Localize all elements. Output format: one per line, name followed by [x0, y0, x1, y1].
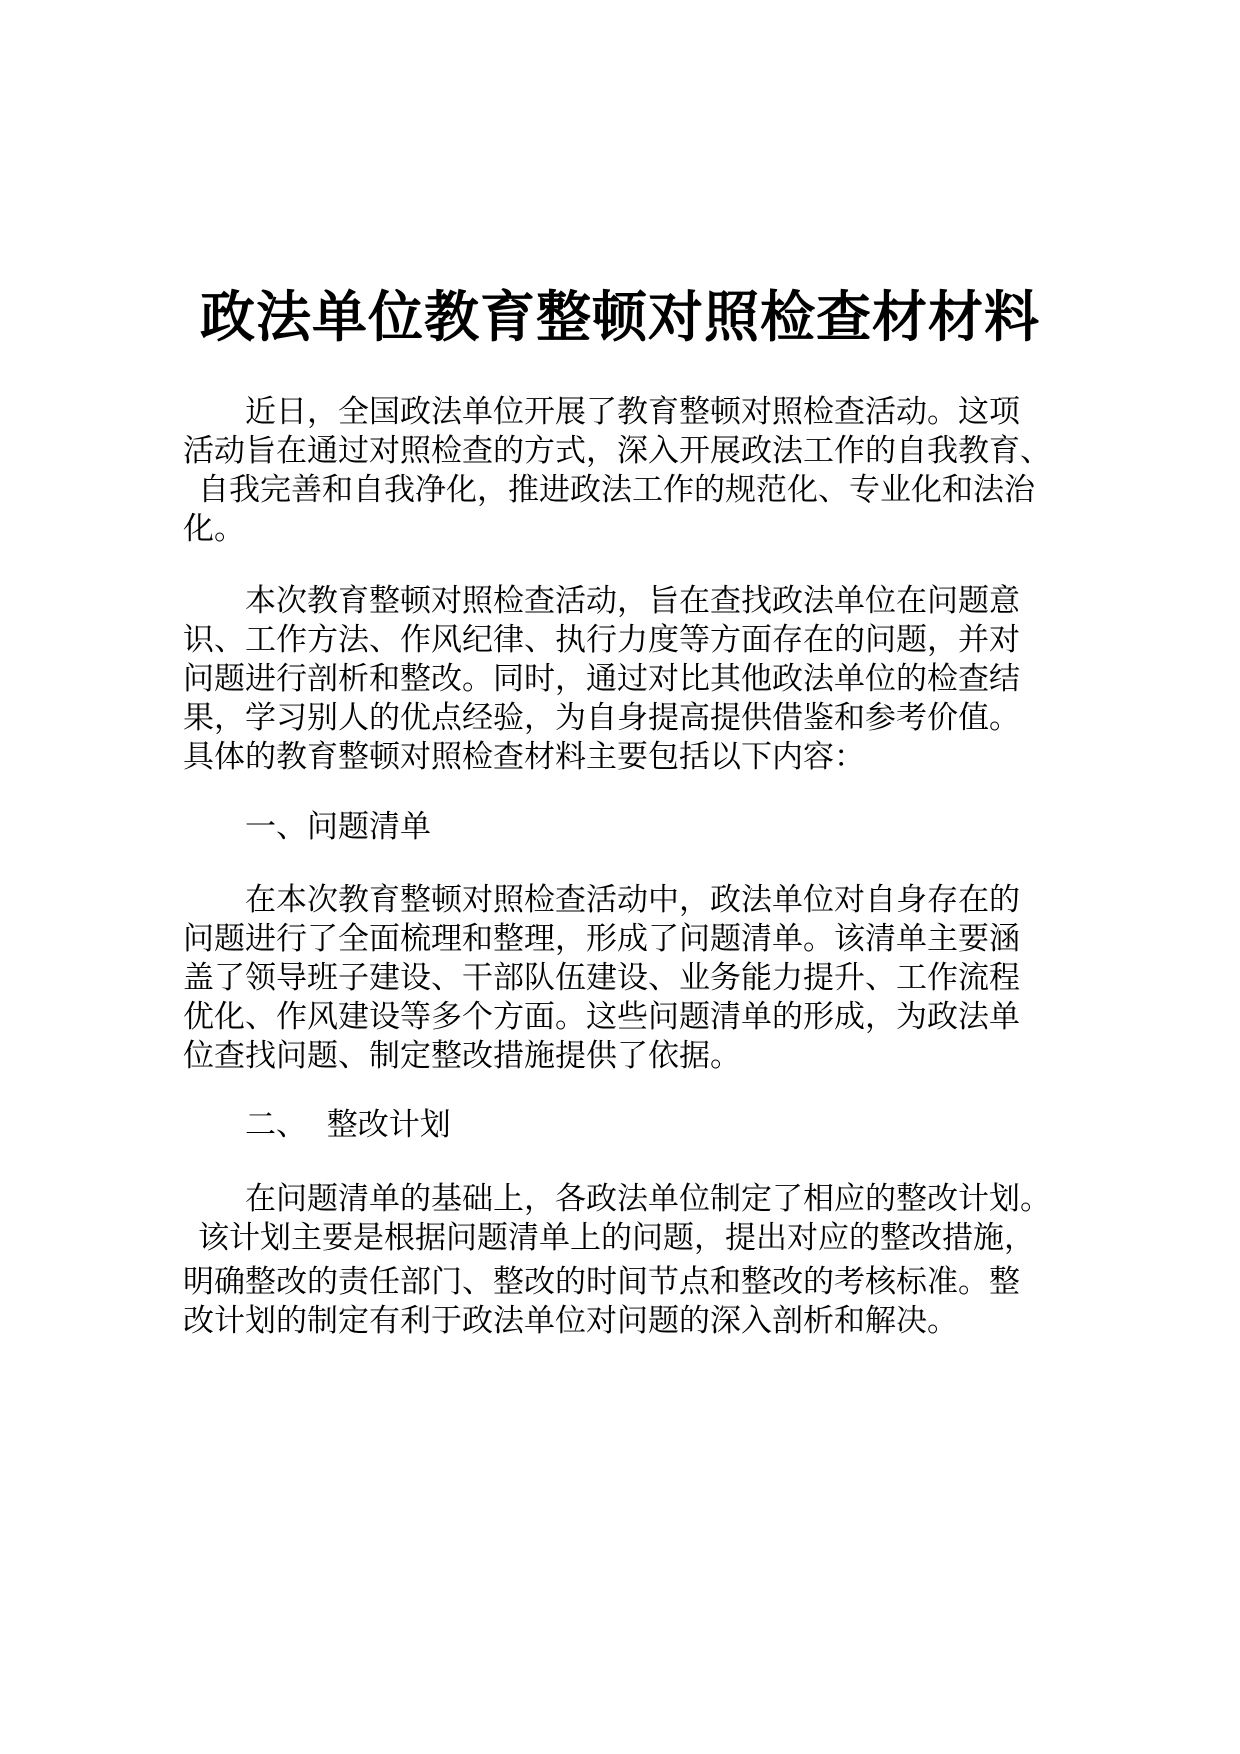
- document-title: 政法单位教育整顿对照检查材材料: [199, 284, 1040, 349]
- paragraph-line: 自我完善和自我净化，推进政法工作的规范化、专业化和法治: [198, 472, 1035, 508]
- paragraph-line: 本次教育整顿对照检查活动，旨在查找政法单位在问题意: [245, 583, 1020, 619]
- paragraph-line: 化。: [183, 511, 245, 547]
- paragraph-line: 在问题清单的基础上，各政法单位制定了相应的整改计划。: [245, 1181, 1051, 1217]
- paragraph-line: 问题进行了全面梳理和整理，形成了问题清单。该清单主要涵: [183, 921, 1020, 957]
- paragraph-line: 明确整改的责任部门、整改的时间节点和整改的考核标准。整: [183, 1264, 1020, 1300]
- paragraph-rectification-plan: [183, 1180, 1051, 1341]
- paragraph-line: 具体的教育整顿对照检查材料主要包括以下内容：: [183, 739, 865, 775]
- paragraph-line: 位查找问题、制定整改措施提供了依据。: [183, 1038, 741, 1074]
- section-heading-problem-list: 一、问题清单: [245, 809, 431, 845]
- paragraph-line: 在本次教育整顿对照检查活动中，政法单位对自身存在的: [245, 882, 1020, 918]
- paragraph-line: 近日，全国政法单位开展了教育整顿对照检查活动。这项: [245, 394, 1020, 430]
- section-heading-rectification-plan: 二、 整改计划: [245, 1107, 451, 1143]
- paragraph-line: 问题进行剖析和整改。同时，通过对比其他政法单位的检查结: [183, 661, 1020, 697]
- paragraph-purpose: [183, 582, 1020, 777]
- paragraph-line: 活动旨在通过对照检查的方式，深入开展政法工作的自我教育、: [183, 433, 1051, 469]
- paragraph-problem-list: [183, 881, 1020, 1076]
- paragraph-intro: [183, 393, 1051, 549]
- paragraph-line: 果，学习别人的优点经验，为自身提高提供借鉴和参考价值。: [183, 700, 1020, 736]
- paragraph-line: 该计划主要是根据问题清单上的问题，提出对应的整改措施，: [198, 1220, 1035, 1256]
- paragraph-line: 优化、作风建设等多个方面。这些问题清单的形成，为政法单: [183, 999, 1020, 1035]
- paragraph-line: 识、工作方法、作风纪律、执行力度等方面存在的问题，并对: [183, 622, 1020, 658]
- paragraph-line: 盖了领导班子建设、干部队伍建设、业务能力提升、工作流程: [183, 960, 1020, 996]
- paragraph-line: 改计划的制定有利于政法单位对问题的深入剖析和解决。: [183, 1303, 958, 1339]
